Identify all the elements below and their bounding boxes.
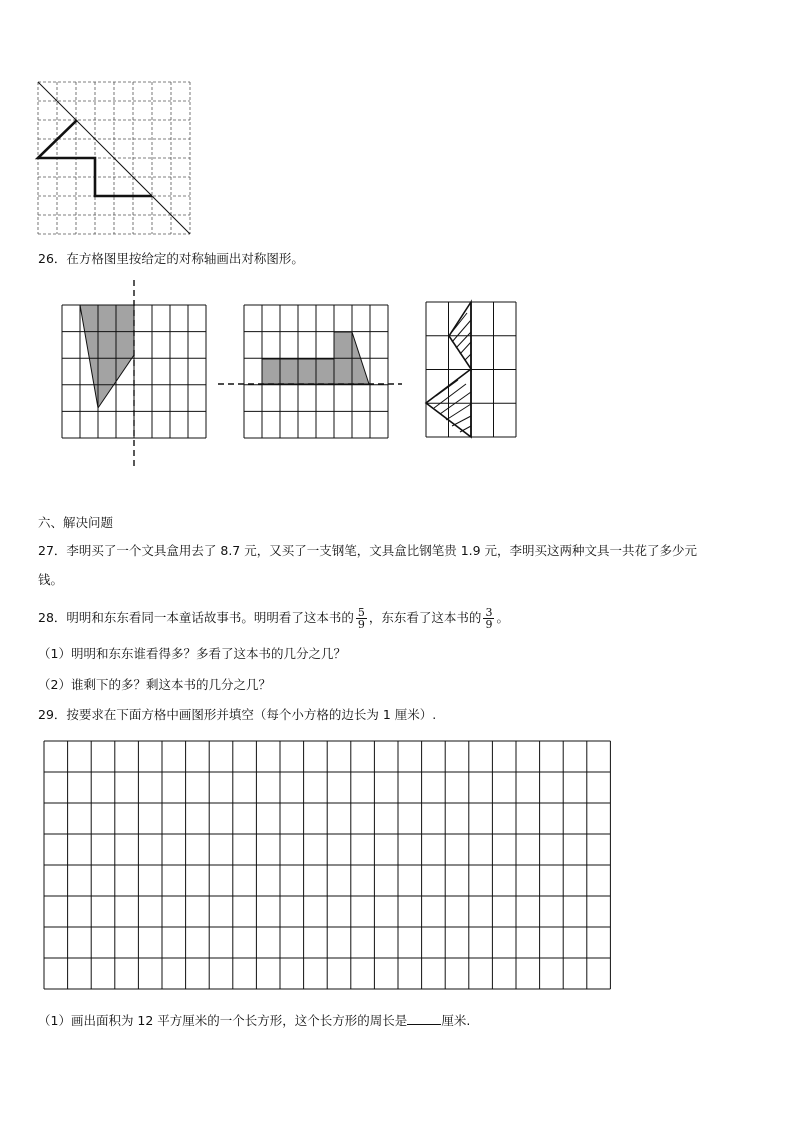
fraction-1-numerator: 5 xyxy=(357,605,365,619)
grid1-shaded-shape xyxy=(80,305,134,408)
q29-sub1 xyxy=(38,1012,470,1029)
q28-suffix: 。 xyxy=(496,610,509,625)
q29-sub1-suffix: 厘米. xyxy=(441,1013,471,1028)
section-6-title: 六、解决问题 xyxy=(38,515,114,530)
q26-text: 26．在方格图里按给定的对称轴画出对称图形。 xyxy=(38,251,304,266)
q28-fraction-2 xyxy=(483,607,494,630)
q29-text: 29．按要求在下面方格中画图形并填空（每个小方格的边长为 1 厘米）. xyxy=(38,707,437,722)
q28-sub1: （1）明明和东东谁看得多？多看了这本书的几分之几？ xyxy=(38,646,346,661)
hatch-line xyxy=(465,354,471,360)
hatch-line xyxy=(460,342,471,354)
top-symmetry-grid xyxy=(0,0,794,240)
q28-sub2: （2）谁剩下的多？剩这本书的几分之几？ xyxy=(38,677,271,692)
hatch-line xyxy=(452,313,467,332)
hatch-line xyxy=(436,380,458,396)
q28-line xyxy=(38,601,509,635)
fraction-2-denominator: 9 xyxy=(485,617,493,631)
q28-fraction-1 xyxy=(356,607,367,630)
fraction-2-numerator: 3 xyxy=(485,605,493,619)
perimeter-answer-blank[interactable] xyxy=(407,1012,441,1025)
hatch-line xyxy=(452,320,471,342)
hatch-line xyxy=(434,384,466,408)
q27-line2: 钱。 xyxy=(38,572,64,587)
fraction-1-denominator: 9 xyxy=(357,617,365,631)
q27-line1: 27．李明买了一个文具盒用去了 8.7 元，又买了一支钢笔，文具盒比钢笔贵 1.9 元，李明买这两种文具一共花了多少元 xyxy=(38,543,698,558)
q29-drawing-grid[interactable] xyxy=(0,735,794,995)
q28-prefix: 28．明明和东东看同一本童话故事书。明明看了这本书的 xyxy=(38,610,354,625)
q26-grids xyxy=(0,280,794,520)
q28-middle: ，东东看了这本书的 xyxy=(368,610,482,625)
q29-sub1-prefix: （1）画出面积为 12 平方厘米的一个长方形，这个长方形的周长是 xyxy=(38,1013,408,1028)
hatch-line xyxy=(452,416,471,426)
